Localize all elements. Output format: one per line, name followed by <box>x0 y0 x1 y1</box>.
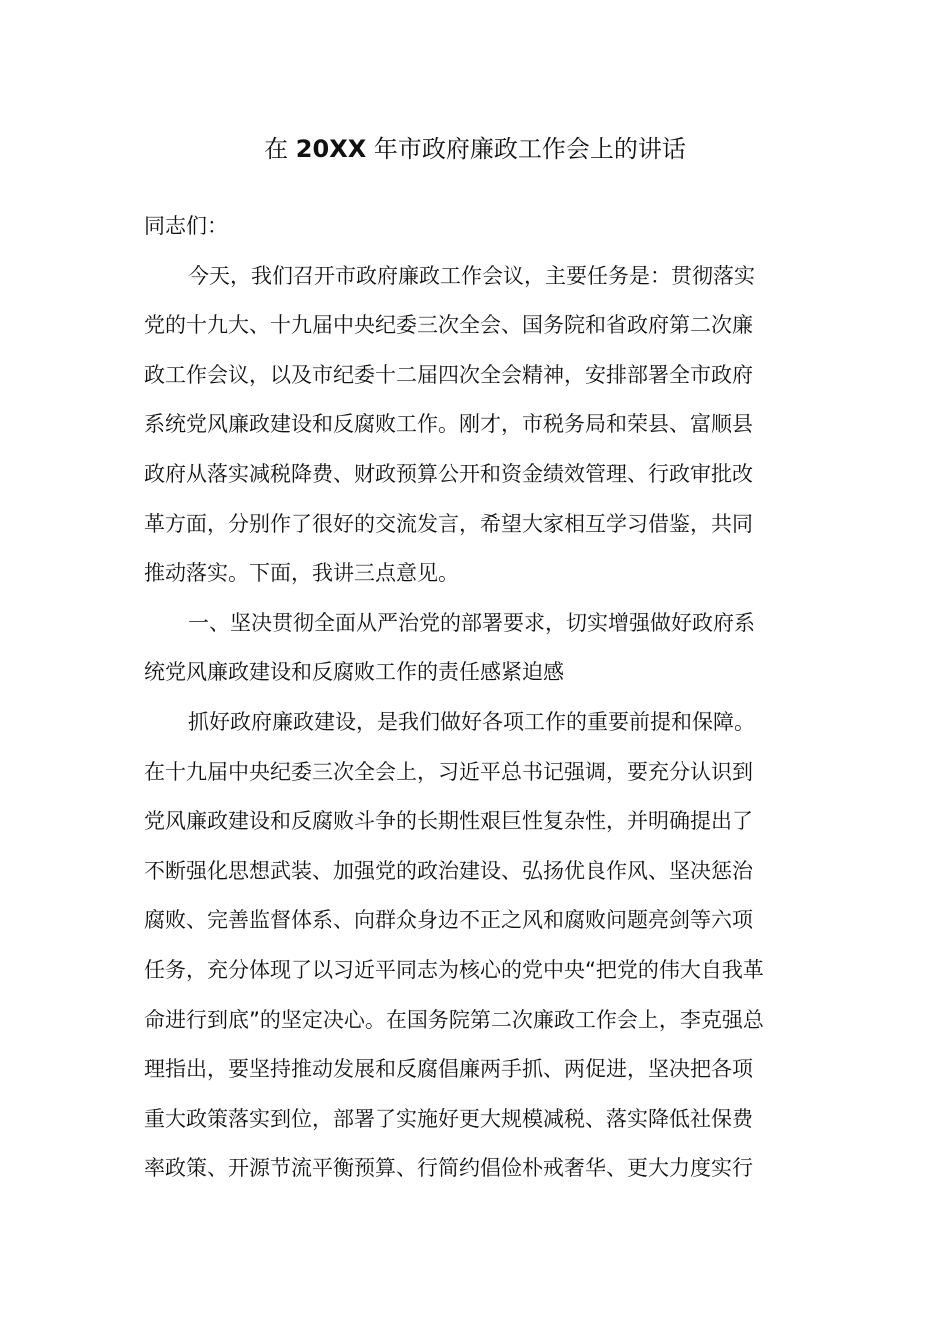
paragraph-line: 统党风廉政建设和反腐败工作的责任感紧迫感 <box>144 660 564 685</box>
paragraph-line: 抓好政府廉政建设，是我们做好各项工作的重要前提和保障。 <box>188 709 755 734</box>
paragraph-list <box>144 252 812 1194</box>
title-suffix: 年市政府廉政工作会上的讲话 <box>366 135 686 163</box>
paragraph-line: 理指出，要坚持推动发展和反腐倡廉两手抓、两促进，坚决把各项 <box>144 1057 753 1082</box>
paragraph-line: 率政策、开源节流平衡预算、行简约倡俭朴戒奢华、更大力度实行 <box>144 1156 753 1181</box>
paragraph-line: 不断强化思想武装、加强党的政治建设、弘扬优良作风、坚决惩治 <box>144 858 753 883</box>
paragraph-line: 系统党风廉政建设和反腐败工作。刚才，市税务局和荣县、富顺县 <box>144 412 753 437</box>
document-body <box>144 202 812 1194</box>
document-title <box>0 127 950 171</box>
paragraph-line: 任务，充分体现了以习近平同志为核心的党中央“把党的伟大自我革 <box>144 957 764 982</box>
body-paragraph <box>144 252 812 599</box>
paragraph-line: 党的十九大、十九届中央纪委三次全会、国务院和省政府第二次廉 <box>144 313 753 338</box>
paragraph-line: 推动落实。下面，我讲三点意见。 <box>144 561 459 586</box>
title-year: 20XX <box>295 135 367 163</box>
paragraph-line: 政府从落实减税降费、财政预算公开和资金绩效管理、行政审批改 <box>144 461 753 486</box>
paragraph-line: 党风廉政建设和反腐败斗争的长期性艰巨性复杂性，并明确提出了 <box>144 809 753 834</box>
paragraph-line: 一、坚决贯彻全面从严治党的部署要求，切实增强做好政府系 <box>188 610 755 635</box>
salutation: 同志们： <box>144 214 228 238</box>
paragraph-line: 政工作会议，以及市纪委十二届四次全会精神，安排部署全市政府 <box>144 362 753 387</box>
paragraph-line: 腐败、完善监督体系、向群众身边不正之风和腐败问题亮剑等六项 <box>144 908 753 933</box>
paragraph-line: 重大政策落实到位，部署了实施好更大规模减税、落实降低社保费 <box>144 1106 753 1131</box>
paragraph-line: 在十九届中央纪委三次全会上，习近平总书记强调，要充分认识到 <box>144 759 753 784</box>
paragraph-line: 革方面，分别作了很好的交流发言，希望大家相互学习借鉴，共同 <box>144 511 753 536</box>
paragraph-line: 今天，我们召开市政府廉政工作会议，主要任务是：贯彻落实 <box>188 263 755 288</box>
body-paragraph <box>144 599 812 698</box>
body-paragraph <box>144 698 812 1194</box>
paragraph-line: 命进行到底”的坚定决心。在国务院第二次廉政工作会上，李克强总 <box>144 1007 764 1032</box>
title-prefix: 在 <box>264 135 296 163</box>
